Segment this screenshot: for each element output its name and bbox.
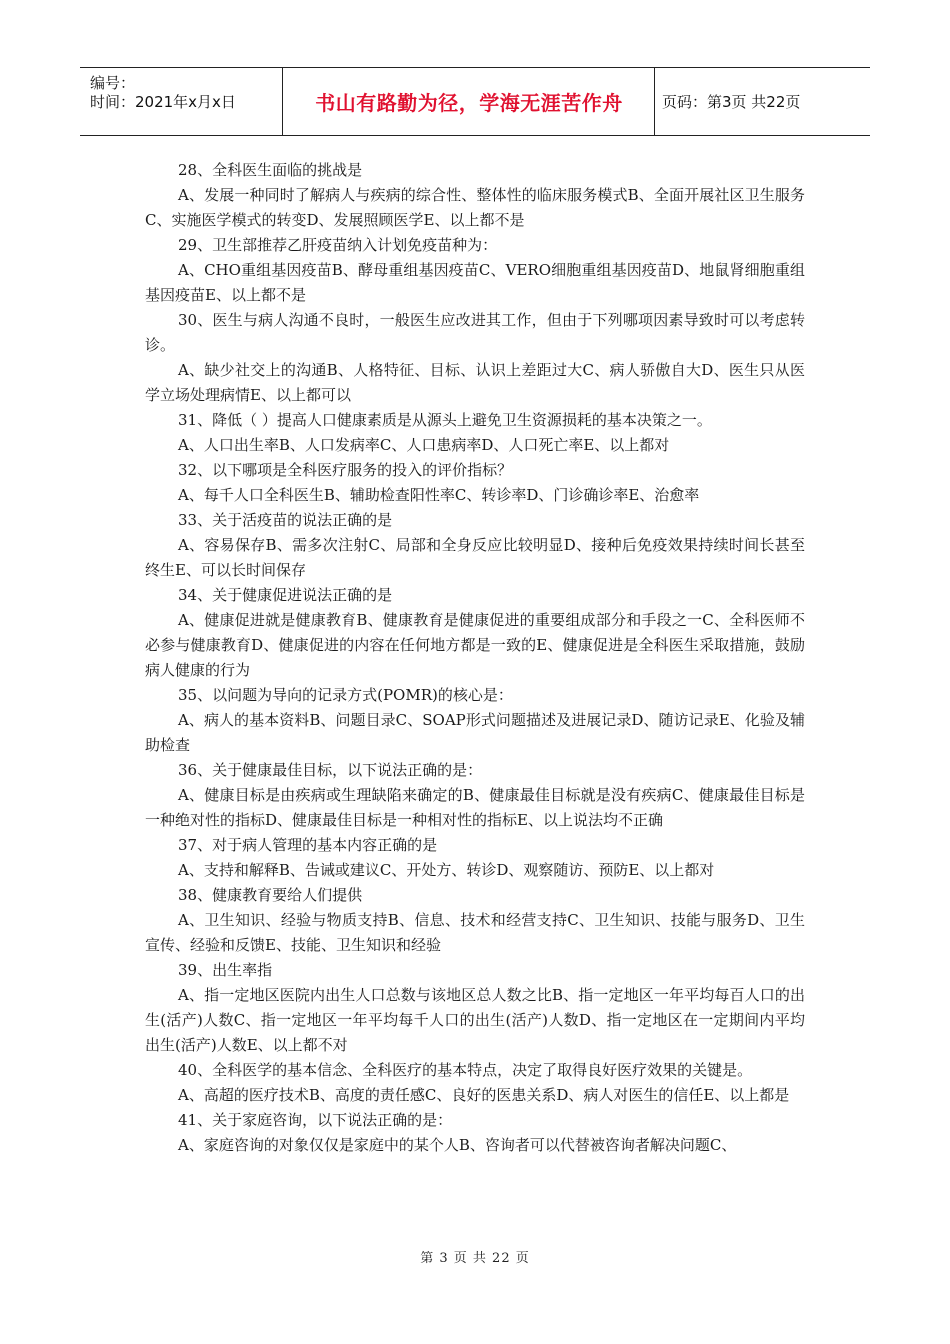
question-stem: 31、降低（ ）提高人口健康素质是从源头上避免卫生资源损耗的基本决策之一。: [178, 411, 712, 429]
header-page-label: 页码：第3页 共22页: [662, 93, 801, 111]
question-stem: 38、健康教育要给人们提供: [178, 886, 363, 904]
question-options: A、容易保存B、需多次注射C、局部和全身反应比较明显D、接种后免疫效果持续时间长甚至终生E、可以长时间保存: [145, 536, 805, 579]
question-options: A、家庭咨询的对象仅仅是家庭中的某个人B、咨询者可以代替被咨询者解决问题C、: [178, 1136, 737, 1154]
header-motto: 书山有路勤为径，学海无涯苦作舟: [315, 91, 623, 115]
question-stem: 35、以问题为导向的记录方式(POMR)的核心是：: [178, 686, 513, 704]
question-stem: 30、医生与病人沟通不良时，一般医生应改进其工作，但由于下列哪项因素导致时可以考虑转诊。: [145, 311, 805, 354]
question-stem: 39、出生率指: [178, 961, 273, 979]
question-stem: 37、对于病人管理的基本内容正确的是: [178, 836, 438, 854]
question-options: A、CHO重组基因疫苗B、酵母重组基因疫苗C、VERO细胞重组基因疫苗D、地鼠肾细胞重组基因疫苗E、以上都不是: [145, 261, 805, 304]
question-options: A、病人的基本资料B、问题目录C、SOAP形式问题描述及进展记录D、随访记录E、化验及辅助检查: [145, 711, 805, 754]
question-options: A、支持和解释B、告诫或建议C、开处方、转诊D、观察随访、预防E、以上都对: [178, 861, 715, 879]
question-stem: 32、以下哪项是全科医疗服务的投入的评价指标？: [178, 461, 513, 479]
question-stem: 33、关于活疫苗的说法正确的是: [178, 511, 393, 529]
header-divider: [282, 68, 283, 135]
question-stem: 28、全科医生面临的挑战是: [178, 161, 363, 179]
question-list: [145, 158, 805, 1158]
question-options: A、每千人口全科医生B、辅助检查阳性率C、转诊率D、门诊确诊率E、治愈率: [178, 486, 700, 504]
question-options: A、缺少社交上的沟通B、人格特征、目标、认识上差距过大C、病人骄傲自大D、医生只从医学立场处理病情E、以上都可以: [145, 361, 805, 404]
question-options: A、发展一种同时了解病人与疾病的综合性、整体性的临床服务模式B、全面开展社区卫生服务C、实施医学模式的转变D、发展照顾医学E、以上都不是: [145, 186, 805, 229]
question-options: A、人口出生率B、人口发病率C、人口患病率D、人口死亡率E、以上都对: [178, 436, 670, 454]
date-label: 时间：2021年x月x日: [90, 93, 236, 111]
question-stem: 40、全科医学的基本信念、全科医疗的基本特点，决定了取得良好医疗效果的关键是。: [178, 1061, 753, 1079]
question-stem: 41、关于家庭咨询，以下说法正确的是：: [178, 1111, 453, 1129]
question-options: A、健康促进就是健康教育B、健康教育是健康促进的重要组成部分和手段之一C、全科医师不必参与健康教育D、健康促进的内容在任何地方都是一致的E、健康促进是全科医生采取措施，鼓励病人健康的行为: [145, 611, 805, 679]
question-options: A、卫生知识、经验与物质支持B、信息、技术和经营支持C、卫生知识、技能与服务D、卫生宣传、经验和反馈E、技能、卫生知识和经验: [145, 911, 805, 954]
header-meta: [90, 74, 280, 112]
question-options: A、健康目标是由疾病或生理缺陷来确定的B、健康最佳目标就是没有疾病C、健康最佳目标是一种绝对性的指标D、健康最佳目标是一种相对性的指标E、以上说法均不正确: [145, 786, 805, 829]
question-options: A、指一定地区医院内出生人口总数与该地区总人数之比B、指一定地区一年平均每百人口的出生(活产)人数C、指一定地区一年平均每千人口的出生(活产)人数D、指一定地区在一定期间内平均出生(活产)人数E、以上都不对: [145, 986, 805, 1054]
page-footer: 第 3 页 共 22 页: [420, 1251, 530, 1266]
question-stem: 34、关于健康促进说法正确的是: [178, 586, 393, 604]
question-options: A、高超的医疗技术B、高度的责任感C、良好的医患关系D、病人对医生的信任E、以上都是: [178, 1086, 790, 1104]
question-stem: 29、卫生部推荐乙肝疫苗纳入计划免疫苗种为：: [178, 236, 498, 254]
question-stem: 36、关于健康最佳目标，以下说法正确的是：: [178, 761, 483, 779]
page-header: [80, 67, 870, 136]
header-divider: [654, 68, 655, 135]
number-label: 编号：: [90, 74, 136, 92]
